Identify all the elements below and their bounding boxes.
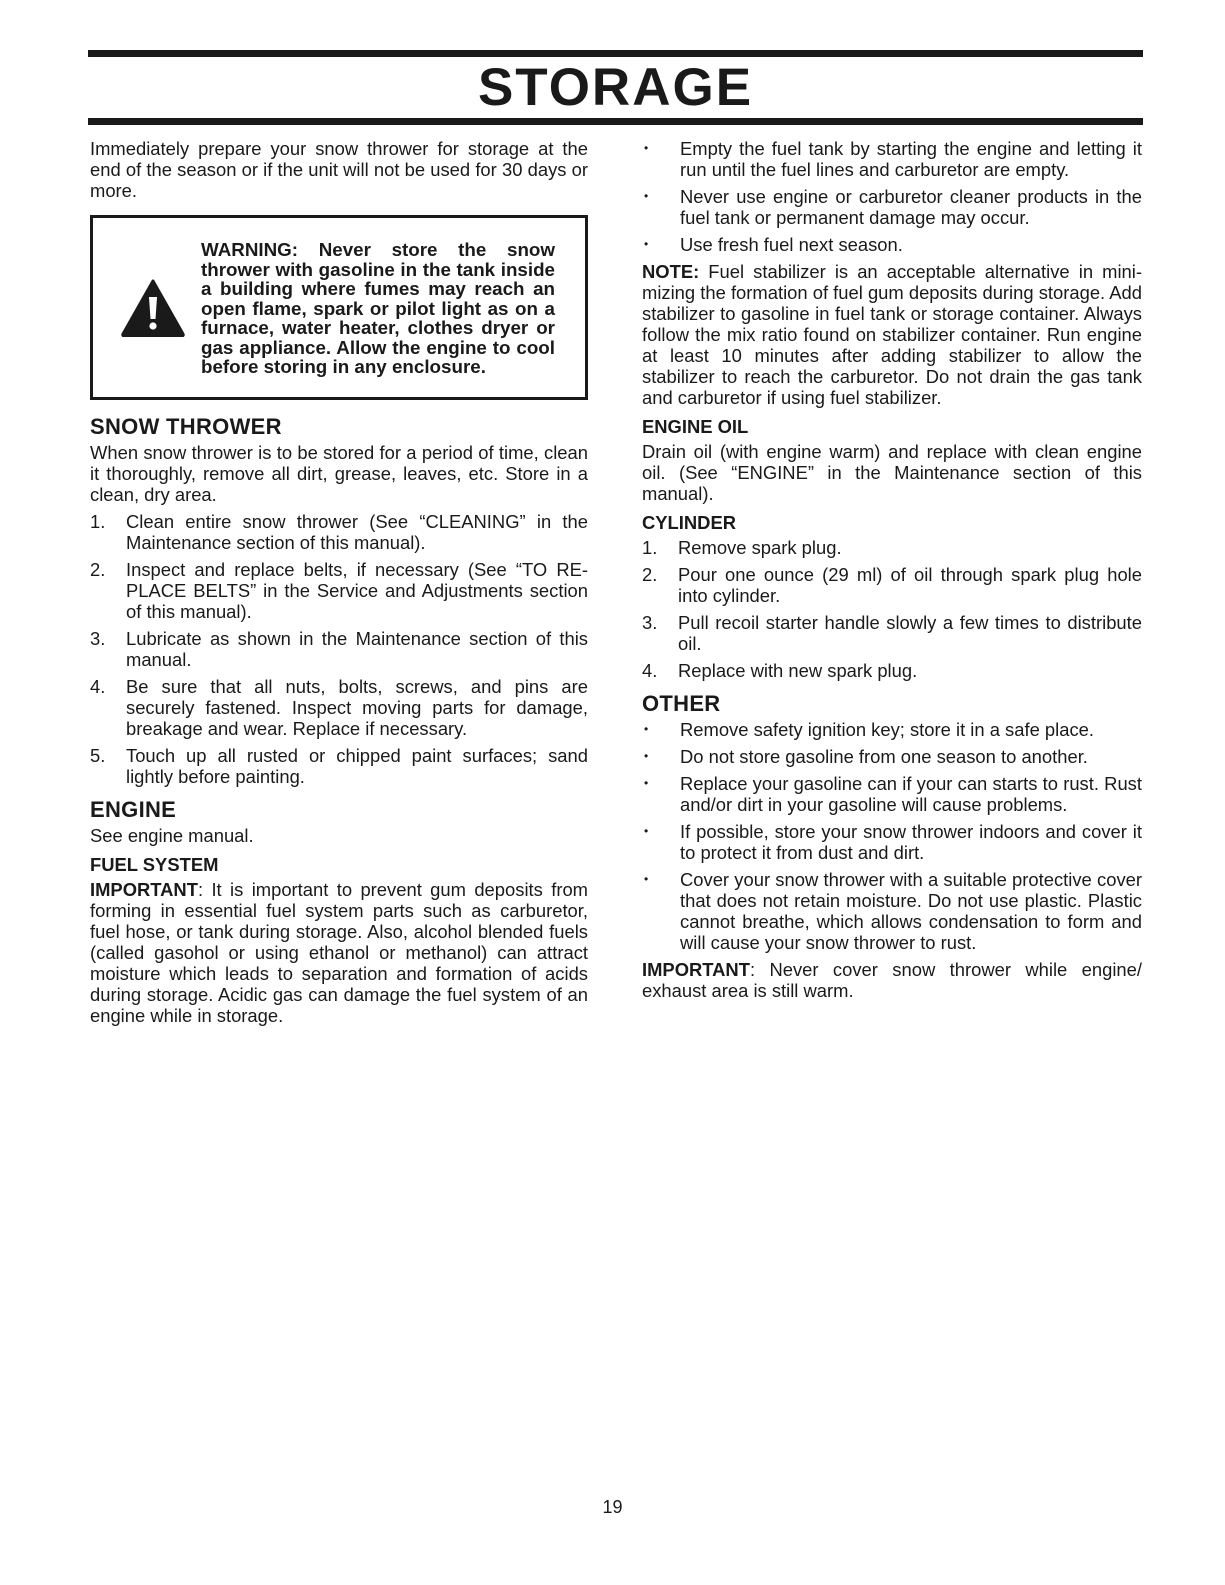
snow-thrower-steps	[90, 511, 588, 787]
subheading-engine-oil: ENGINE OIL	[642, 416, 749, 437]
section-heading-other: OTHER	[642, 691, 721, 716]
warning-text: WARNING: Never store the snow thrower with gasoline in the tank inside a building where fumes may reach an open flame, spark or pilot light as on a furnace, water heater, clothes dryer or gas appliance. Allow the engine to cool before storing in any enclosure.	[201, 239, 555, 377]
list-item: • Empty the fuel tank by starting the engine and letting it run until the fuel lines and carburetor are empty.	[644, 138, 1142, 180]
bullet-icon: •	[644, 776, 649, 790]
list-item: 1. Clean entire snow thrower (See “CLEANING” in the Maintenance section of this manual).	[90, 510, 588, 553]
cylinder-steps	[642, 537, 1142, 681]
warning-icon-wrap	[105, 279, 201, 337]
right-column	[642, 138, 1142, 1007]
bullet-icon: •	[644, 237, 649, 251]
list-item: 5. Touch up all rusted or chipped paint surfaces; sand lightly before painting.	[90, 744, 588, 787]
list-item: • Do not store gasoline from one season to another.	[644, 746, 1088, 767]
list-item: • Cover your snow thrower with a suitable protective cover that does not retain moisture. Do not use plastic. Plastic cannot breathe, which allows condensation to form and will cause your snow thrower to rust.	[644, 869, 1142, 953]
other-bullets	[642, 719, 1142, 953]
note-paragraph: NOTE: Fuel stabilizer is an acceptable alternative in mini-mizing the formation of fuel gum deposits during storage. Add stabilizer to gasoline in fuel tank or storage container. Always follow the mix ratio found on stabilizer container. Run engine at least 10 minutes after adding stabilizer to allow the stabilizer to reach the carburetor. Do not drain the gas tank and carburetor if using fuel stabilizer.	[642, 261, 1142, 408]
subheading-fuel-system: FUEL SYSTEM	[90, 853, 219, 875]
important-label: IMPORTANT	[90, 878, 198, 900]
list-item: 2. Inspect and replace belts, if necessary (See “TO RE-PLACE BELTS” in the Service and Adjustments section of this manual).	[90, 558, 588, 622]
list-item: 4. Be sure that all nuts, bolts, screws, and pins are securely fastened. Inspect moving parts for damage, breakage and wear. Replace if necessary.	[90, 675, 588, 739]
bullet-icon: •	[644, 141, 649, 155]
list-item: • Remove safety ignition key; store it in a safe place.	[644, 719, 1094, 740]
list-item: • Use fresh fuel next season.	[644, 234, 903, 255]
list-item: 2. Pour one ounce (29 ml) of oil through spark plug hole into cylinder.	[642, 564, 1142, 606]
important-label: IMPORTANT	[642, 959, 750, 980]
page-title: STORAGE	[477, 58, 754, 117]
list-item: 3. Pull recoil starter handle slowly a few times to distribute oil.	[642, 612, 1142, 654]
fuel-bullets	[642, 138, 1142, 255]
list-item: • If possible, store your snow thrower indoors and cover it to protect it from dust and dirt.	[644, 821, 1142, 863]
list-item: 3. Lubricate as shown in the Maintenance section of this manual.	[90, 627, 588, 670]
left-column	[90, 138, 588, 1032]
list-item: • Never use engine or carburetor cleaner products in the fuel tank or permanent damage may occur.	[644, 186, 1142, 228]
warning-triangle-icon	[121, 279, 185, 337]
note-label: NOTE:	[642, 261, 700, 282]
bullet-icon: •	[644, 824, 649, 838]
list-item: 1. Remove spark plug.	[642, 537, 842, 558]
bullet-icon: •	[644, 189, 649, 203]
bullet-icon: •	[644, 749, 649, 763]
header-rule-top	[88, 50, 1143, 57]
important-paragraph: IMPORTANT: Never cover snow thrower while engine/ exhaust area is still warm.	[642, 959, 1142, 1001]
list-item: • Replace your gasoline can if your can starts to rust. Rust and/or dirt in your gasoline will cause problems.	[644, 773, 1142, 815]
page-number: 19	[602, 1497, 623, 1517]
warning-box	[90, 215, 588, 400]
engine-oil-paragraph: Drain oil (with engine warm) and replace with clean engine oil. (See “ENGINE” in the Maintenance section of this manual).	[642, 441, 1142, 504]
section-heading-engine: ENGINE	[90, 796, 177, 822]
engine-paragraph: See engine manual.	[90, 824, 254, 846]
header-rule-bottom	[88, 118, 1143, 125]
list-item: 4. Replace with new spark plug.	[642, 660, 918, 681]
section-heading-snow-thrower: SNOW THROWER	[90, 413, 282, 439]
subheading-cylinder: CYLINDER	[642, 512, 737, 533]
bullet-icon: •	[644, 872, 649, 886]
bullet-icon: •	[644, 722, 649, 736]
snow-thrower-paragraph: When snow thrower is to be stored for a period of time, clean it thoroughly, remove all dirt, grease, leaves, etc. Store in a clean, dry area.	[90, 441, 588, 505]
fuel-system-paragraph: IMPORTANT: It is important to prevent gum deposits from forming in essential fuel system parts such as carburetor, fuel hose, or tank during storage. Also, alcohol blended fuels (called gasohol or using ethanol or methanol) can attract moisture which leads to separation and formation of acids during storage. Acidic gas can damage the fuel system of an engine while in storage.	[90, 878, 588, 1026]
intro-paragraph: Immediately prepare your snow thrower for storage at the end of the season or if the unit will not be used for 30 days or more.	[90, 138, 588, 201]
